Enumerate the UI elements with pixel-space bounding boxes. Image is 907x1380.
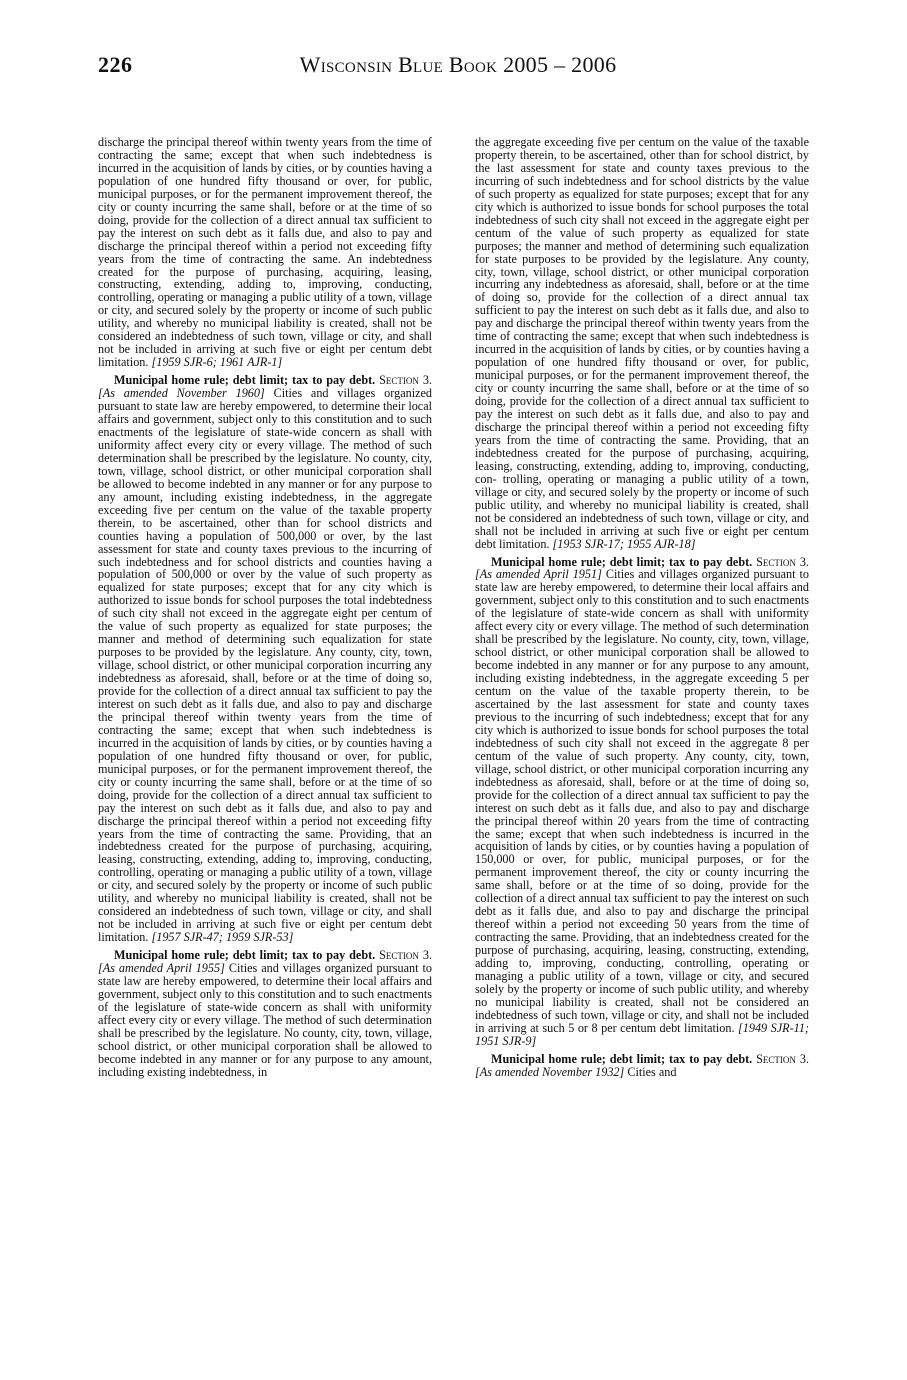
- citation: [1949 SJR-11; 1951 SJR-9]: [475, 1020, 809, 1048]
- right-column: [475, 136, 809, 1084]
- amendment-note: [As amended April 1951]: [475, 567, 602, 582]
- paragraph-text: the aggregate exceeding five per centum on the value of the taxable property therein, to be ascertained, other than for school district, by the last assessment for state and county taxes previous to the incurring of such indebtedness and for school districts by the value of such property as equalized for state purposes; except that for any city which is authorized to issue bonds for school purposes the total indebtedness of such city shall not exceed in the aggregate eight per centum of the value of such property as equalized for state purposes; the manner and method of determining such equalization for state purposes to be provided by the legislature. Any county, city, town, village, school district, or other municipal corporation incurring any indebtedness as aforesaid, shall, before or at the time of doing so, provide for the collection of a direct annual tax sufficient to pay the interest on such debt as it falls due, and also to pay and discharge the principal thereof within twenty years from the time of contracting the same; except that when such indebtedness is incurred in the acquisition of lands by cities, or by counties having a population of one hundred fifty thousand or over, for public, municipal purposes, or for the permanent improvement thereof, the city or county incurring the same shall, before or at the time of so doing, provide for the collection of a direct annual tax sufficient to pay the interest on such debt as it falls due, and also to pay and discharge the principal thereof within a period not exceeding fifty years from the time of contracting the same. Providing, that an indebtedness created for the purpose of purchasing, acquiring, leasing, constructing, extending, adding to, improving, conducting, con- trolling, operating or managing a public utility of a town, village or city, and secured solely by the property or income of such public utility, and whereby no municipal liability is created, shall not be considered an indebtedness of such town, village or city, and shall not be included in arriving at such five or eight per centum debt limitation.: [475, 135, 809, 551]
- running-title: Wisconsin Blue Book 2005 – 2006: [299, 52, 617, 77]
- section-label: Section 3.: [756, 1051, 809, 1066]
- section-heading: Municipal home rule; debt limit; tax to pay debt.: [114, 948, 376, 963]
- paragraph-text: Cities and villages organized pursuant to state law are hereby empowered, to determine their local affairs and government, subject only to this constitution and to such enactments of the legislature of state-wide concern as shall with uniformity affect every city or every village. The method of such determination shall be prescribed by the legislature. No county, city, town, village, school district, or other municipal corporation shall be allowed to become indebted in any manner or for any purpose to any amount, including existing indebtedness, in: [98, 961, 432, 1079]
- section-heading: Municipal home rule; debt limit; tax to pay debt.: [114, 373, 376, 388]
- paragraph-text: Cities and villages organized pursuant to state law are hereby empowered, to determine their local affairs and government, subject only to this constitution and to such enactments of the legislature of state-wide concern as shall with uniformity affect every city or every village. The method of such determination shall be prescribed by the legislature. No county, city, town, village, school district, or other municipal corporation shall be allowed to become indebted in any manner or for any purpose to any amount, including existing indebtedness, in the aggregate exceeding five per centum on the value of the taxable property therein, to be ascertained, other than for school districts and counties having a population of 500,000 or over, by the last assessment for state and county taxes previous to the incurring of such indebtedness and for school districts and counties having a population of 500,000 or over by the value of such property as equalized for state purposes; except that for any city which is authorized to issue bonds for school purposes the total indebtedness of such city shall not exceed in the aggregate eight per centum of the value of such property as equalized for state purposes; the manner and method of determining such equalization for state purposes to be provided by the legislature. Any county, city, town, village, school district, or other municipal corporation incurring any indebtedness as aforesaid, shall, before or at the time of doing so, provide for the collection of a direct annual tax sufficient to pay the interest on such debt as it falls due, and also to pay and discharge the principal thereof within twenty years from the time of contracting the same; except that when such indebtedness is incurred in the acquisition of lands by cities, or by counties having a population of one hundred fifty thousand or over, for public, municipal purposes, or for the permanent improvement thereof, the city or county incurring the same shall, before or at the time of so doing, provide for the collection of a direct annual tax sufficient to pay the interest on such debt as it falls due, and also to pay and discharge the principal thereof within a period not exceeding fifty years from the time of contracting the same. Providing, that an indebtedness created for the purpose of purchasing, acquiring, leasing, constructing, extending, adding to, improving, conducting, controlling, operating or managing a public utility of a town, village or city, and secured solely by the property or income of such public utility, and whereby no municipal liability is created, shall not be considered an indebtedness of such town, village or city, and shall not be included in arriving at such five or eight per centum debt limitation.: [98, 386, 433, 945]
- citation: [1953 SJR-17; 1955 AJR-18]: [552, 536, 696, 551]
- section-heading: Municipal home rule; debt limit; tax to pay debt.: [491, 1051, 753, 1066]
- amendment-note: [As amended November 1960]: [98, 386, 265, 401]
- paragraph-text: discharge the principal thereof within twenty years from the time of contracting the same; except that when such indebtedness is incurred in the acquisition of lands by cities, or by counties having a population of one hundred fifty thousand or over, for public, municipal purposes, or for the permanent improvement thereof, the city or county incurring the same shall, before or at the time of so doing, provide for the collection of a direct annual tax sufficient to pay the interest on such debt as it falls due, and also to pay and discharge the principal thereof within a period not exceeding fifty years from the time of contracting the same. An indebtedness created for the purpose of purchasing, acquiring, leasing, constructing, extending, adding to, improving, conducting, controlling, operating or managing a public utility of a town, village or city, and secured solely by the property or income of such public utility, and whereby no municipal liability is created, shall not be considered an indebtedness of such town, village or city, and shall not be included in arriving at such five or eight per centum debt limitation.: [98, 135, 432, 370]
- section-label: Section 3.: [379, 948, 432, 963]
- section-label: Section 3.: [379, 373, 432, 388]
- page-number: 226: [98, 52, 133, 77]
- section-label: Section 3.: [756, 554, 809, 569]
- section-heading: Municipal home rule; debt limit; tax to pay debt.: [491, 554, 753, 569]
- page-header: [98, 52, 818, 82]
- amendment-note: [As amended November 1932]: [475, 1064, 625, 1079]
- paragraph: [98, 374, 432, 944]
- paragraph-text: Cities and: [624, 1064, 677, 1079]
- amendment-note: [As amended April 1955]: [98, 961, 225, 976]
- paragraph: [98, 949, 432, 1079]
- citation: [1959 SJR-6; 1961 AJR-1]: [151, 355, 283, 370]
- paragraph: [475, 1053, 809, 1079]
- paragraph-text: Cities and villages organized pursuant to state law are hereby empowered, to determine their local affairs and government, subject only to this constitution and to such enactments of the legislature of state-wide concern as shall with uniformity affect every city or every village. The method of such determination shall be prescribed by the legislature. No county, city, town, village, school district, or other municipal corporation shall be allowed to become indebted in any manner or for any purpose to any amount, including existing indebtedness, in the aggregate exceeding 5 per centum on the value of the taxable property therein, to be ascertained by the last assessment for state and county taxes previous to the incurring of such indebtedness; except that for any city which is authorized to issue bonds for school purposes the total indebtedness of such city shall not exceed in the aggregate 8 per centum of the value of such property. Any county, city, town, village, school district, or other municipal corporation incurring any indebtedness as aforesaid, shall, before or at the time of doing so, provide for the collection of a direct annual tax sufficient to pay the interest on such debt as it falls due, and also to pay and discharge the principal thereof within 20 years from the time of contracting the same; except that when such indebtedness is incurred in the acquisition of lands by cities, or by counties having a population of 150,000 or over, for public, municipal purposes, or for the permanent improvement thereof, the city or county incurring the same shall, before or at the time of so doing, provide for the collection of a direct annual tax sufficient to pay the interest on such debt as it falls due, and also to pay and discharge the principal thereof within a period not exceeding 50 years from the time of contracting the same. Providing, that an indebtedness created for the purpose of purchasing, acquiring, leasing, constructing, extending, adding to, improving, conducting, controlling, operating or managing a public utility of a town, village or city, and secured solely by the property or income of such public utility, and whereby no municipal liability is created, shall not be considered an indebtedness of such town, village or city, and shall not be included in arriving at such 5 or 8 per centum debt limitation.: [475, 567, 809, 1035]
- citation: [1957 SJR-47; 1959 SJR-53]: [151, 930, 294, 945]
- paragraph: [98, 136, 432, 369]
- paragraph: [475, 556, 809, 1048]
- left-column: [98, 136, 432, 1084]
- paragraph: [475, 136, 809, 551]
